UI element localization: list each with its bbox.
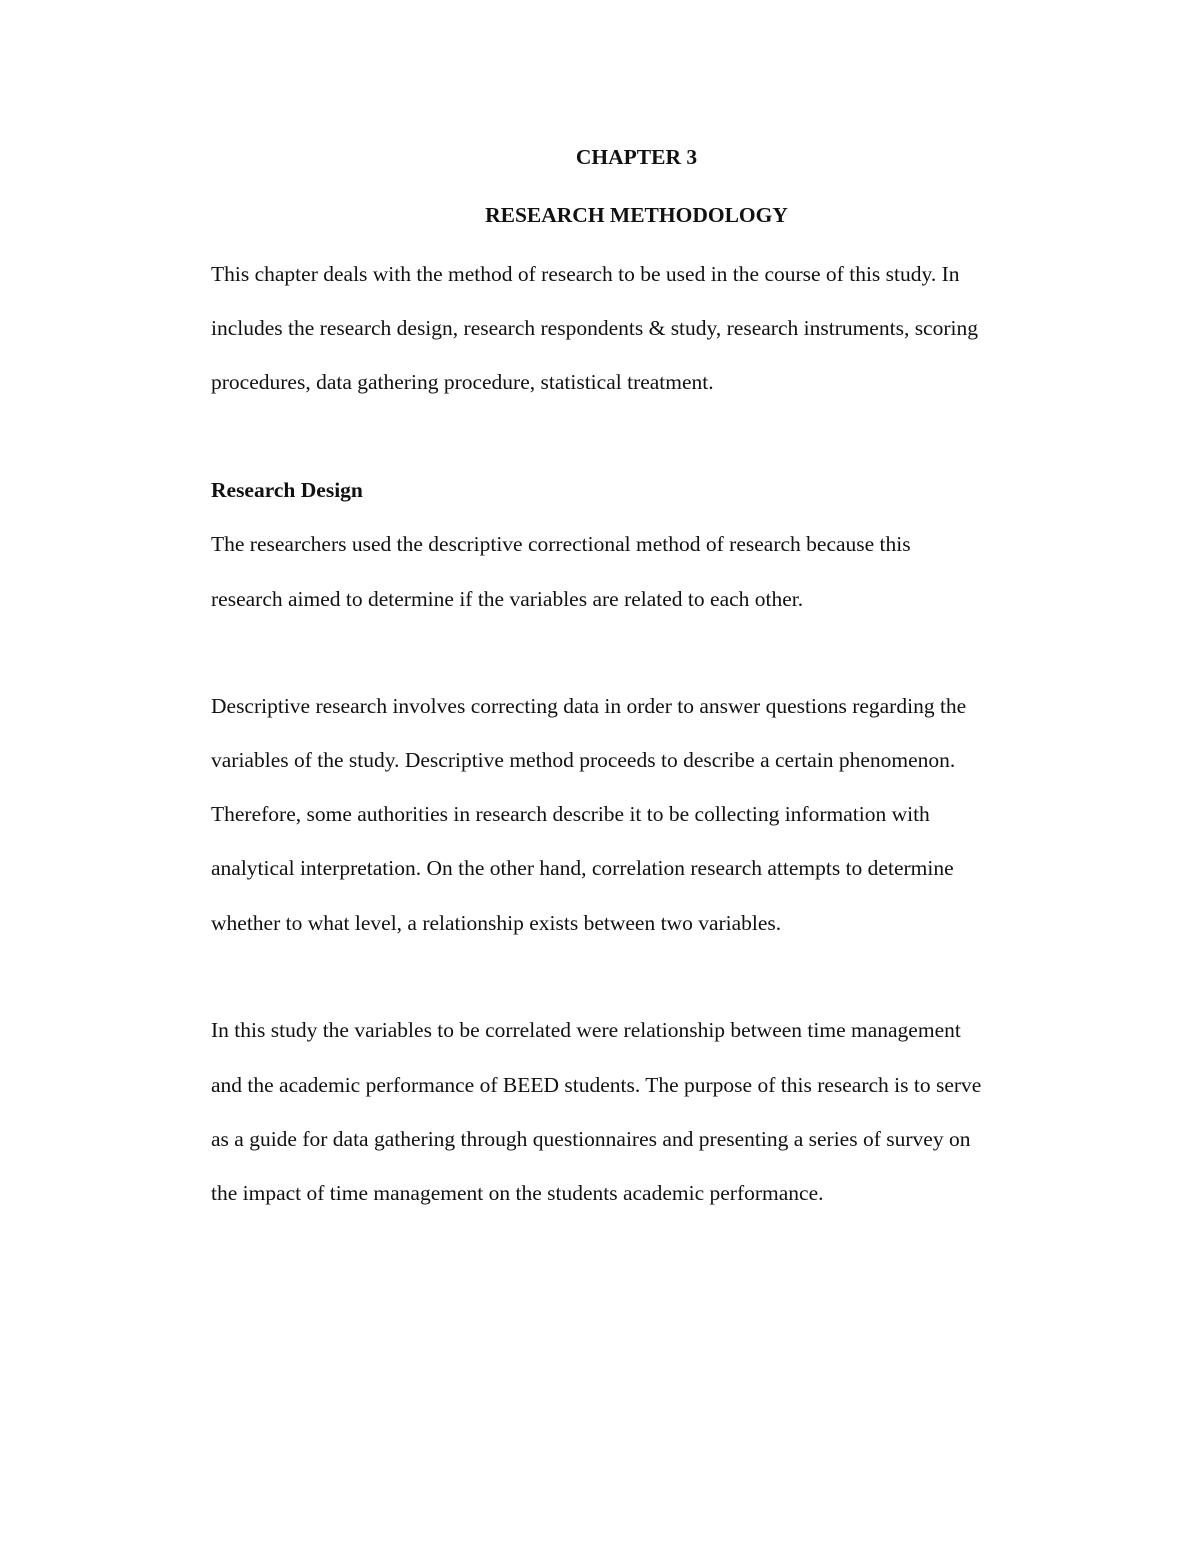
descriptive-line: Therefore, some authorities in research describe it to be collecting information with xyxy=(211,802,930,826)
section-heading: Research Design xyxy=(211,478,363,502)
study-line: In this study the variables to be correlated were relationship between time management xyxy=(211,1018,961,1042)
study-line: as a guide for data gathering through questionnaires and presenting a series of survey on xyxy=(211,1127,971,1151)
descriptive-line: Descriptive research involves correcting data in order to answer questions regarding the xyxy=(211,694,967,718)
study-line: and the academic performance of BEED students. The purpose of this research is to serve xyxy=(211,1073,982,1097)
design-line: The researchers used the descriptive correctional method of research because this xyxy=(211,532,911,556)
chapter-title: RESEARCH METHODOLOGY xyxy=(485,203,788,227)
intro-line: procedures, data gathering procedure, statistical treatment. xyxy=(211,370,714,394)
descriptive-line: variables of the study. Descriptive method proceeds to describe a certain phenomenon. xyxy=(211,748,956,772)
intro-line: includes the research design, research respondents & study, research instruments, scoring xyxy=(211,316,978,340)
descriptive-line: whether to what level, a relationship exists between two variables. xyxy=(211,911,782,935)
intro-line: This chapter deals with the method of research to be used in the course of this study. In xyxy=(211,262,960,286)
chapter-label: CHAPTER 3 xyxy=(575,145,698,169)
study-line: the impact of time management on the students academic performance. xyxy=(211,1181,824,1205)
design-line: research aimed to determine if the variables are related to each other. xyxy=(211,587,804,611)
descriptive-line: analytical interpretation. On the other hand, correlation research attempts to determine xyxy=(211,856,954,880)
